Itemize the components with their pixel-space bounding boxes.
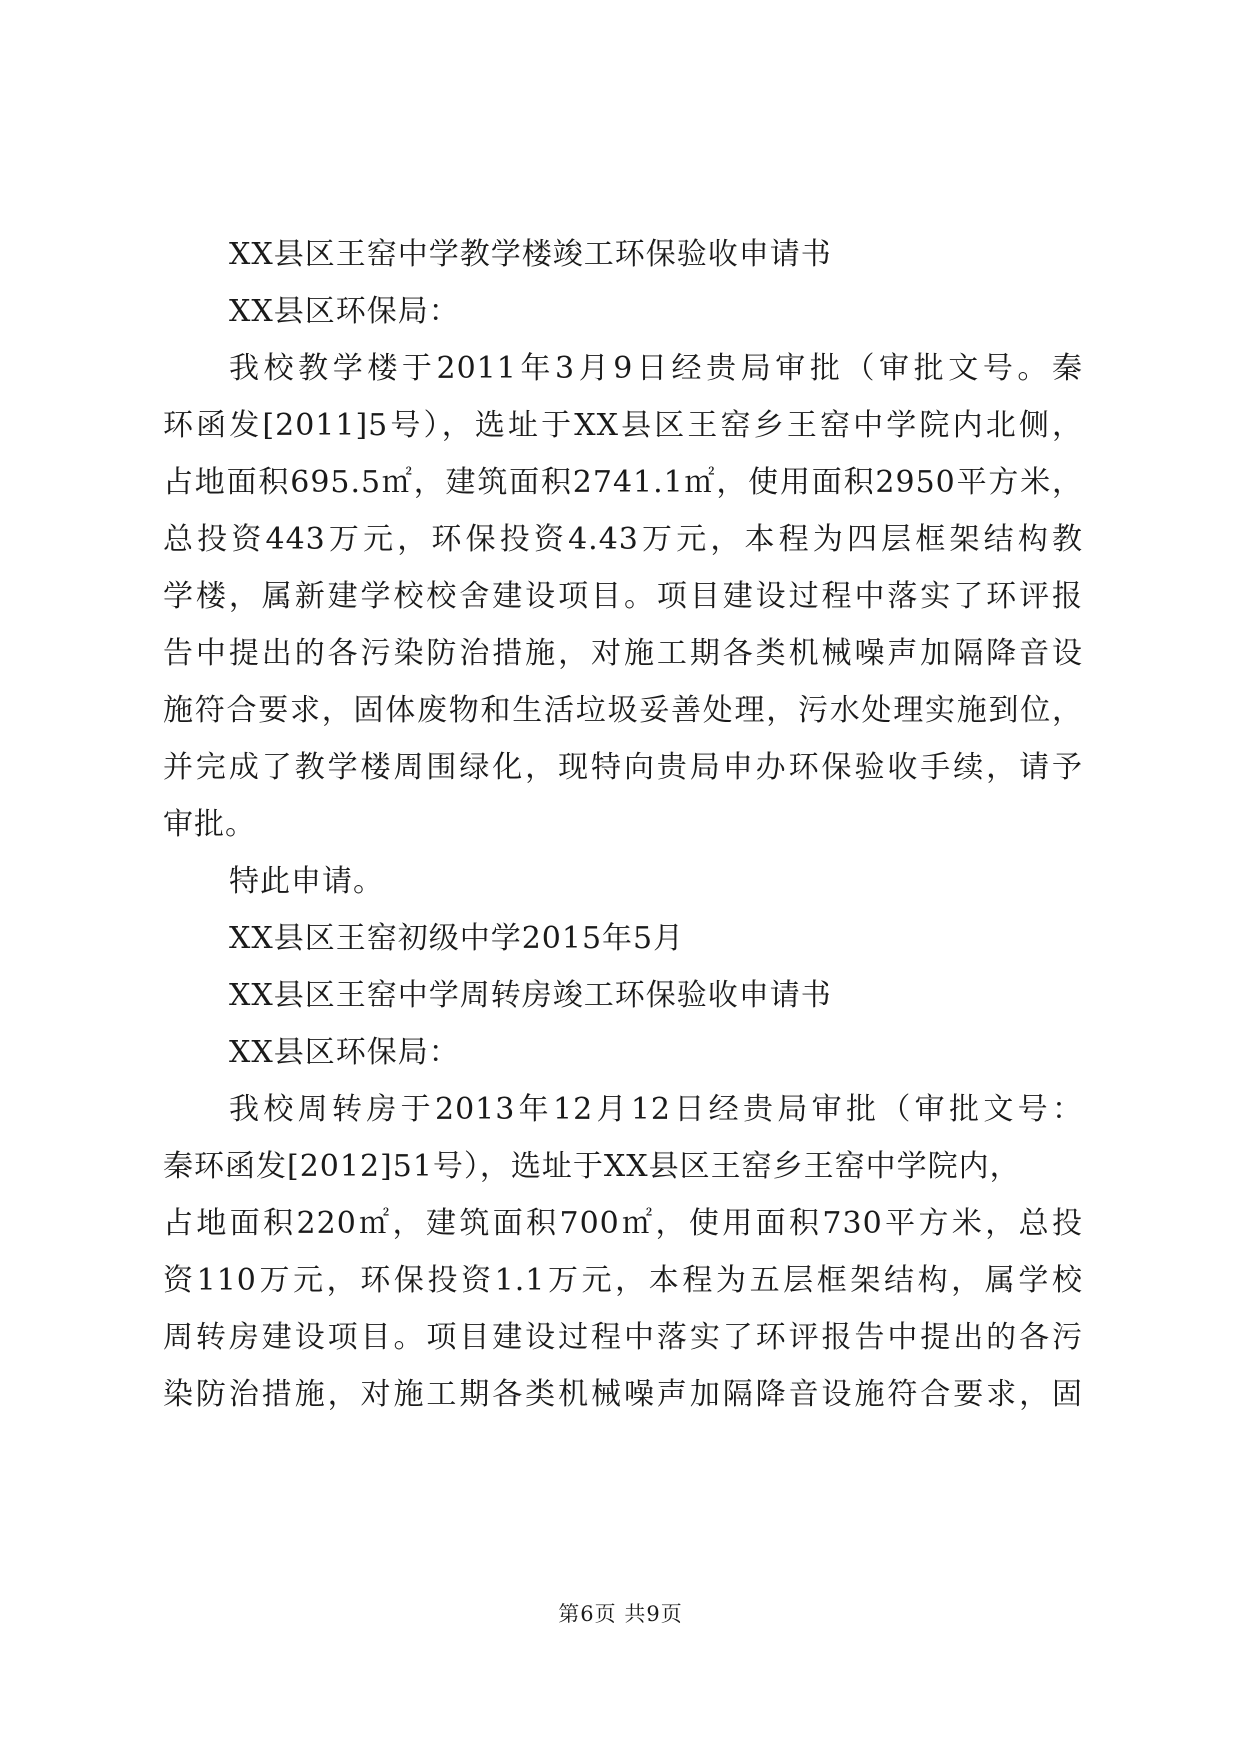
page-footer: 第6页 共9页 [558,1602,683,1626]
text-line: 施符合要求，固体废物和生活垃圾妥善处理，污水处理实施到位， [163,693,1083,728]
text-line: XX县区环保局： [229,294,460,329]
document-body [163,226,1083,1423]
text-line: 染防治措施，对施工期各类机械噪声加隔降音设施符合要求，固 [163,1377,1083,1412]
text-line: 占地面积220㎡，建筑面积700㎡，使用面积730平方米，总投 [163,1206,1083,1241]
text-line: 秦环函发[2012]51号），选址于XX县区王窑乡王窑中学院内， [163,1149,1021,1184]
text-line: 我校周转房于2013年12月12日经贵局审批（审批文号： [229,1092,1083,1127]
text-line: 资110万元，环保投资1.1万元，本程为五层框架结构，属学校 [163,1263,1083,1298]
text-line: 环函发[2011]5号），选址于XX县区王窑乡王窑中学院内北侧， [163,408,1083,443]
text-line: 告中提出的各污染防治措施，对施工期各类机械噪声加隔降音设 [163,636,1083,671]
text-line: XX县区环保局： [229,1035,460,1070]
text-line: 审批。 [163,807,256,842]
text-line: 并完成了教学楼周围绿化，现特向贵局申办环保验收手续，请予 [163,750,1083,785]
text-line: 学楼，属新建学校校舍建设项目。项目建设过程中落实了环评报 [163,579,1083,614]
text-line: XX县区王窑初级中学2015年5月 [229,921,685,956]
text-line: 占地面积695.5㎡，建筑面积2741.1㎡，使用面积2950平方米， [163,465,1083,500]
text-line: 我校教学楼于2011年3月9日经贵局审批（审批文号。秦 [229,351,1083,386]
text-line: 特此申请。 [229,864,384,899]
text-line: XX县区王窑中学教学楼竣工环保验收申请书 [229,237,832,272]
text-line: 总投资443万元，环保投资4.43万元，本程为四层框架结构教 [163,522,1083,557]
text-line: 周转房建设项目。项目建设过程中落实了环评报告中提出的各污 [163,1320,1083,1355]
text-line: XX县区王窑中学周转房竣工环保验收申请书 [229,978,832,1013]
